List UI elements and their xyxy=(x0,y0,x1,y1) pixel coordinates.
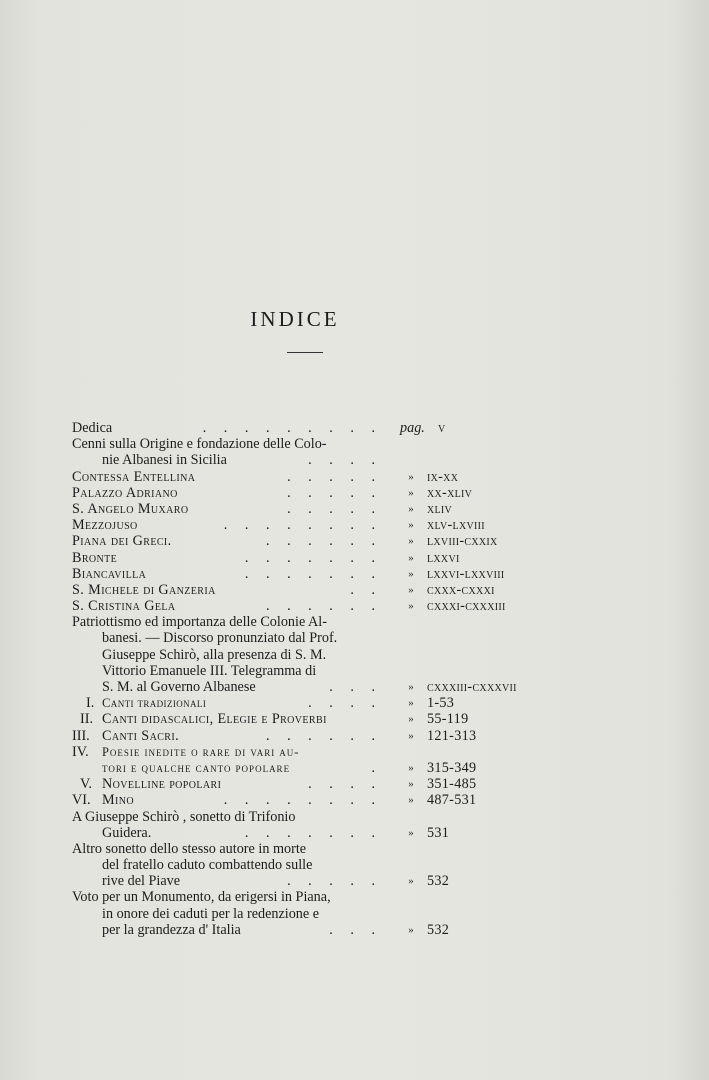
section-number: III. xyxy=(72,727,90,744)
toc-entry-colony xyxy=(72,582,632,598)
entry-label: Contessa Entellina xyxy=(72,468,196,485)
entry-label: Novelline popolari xyxy=(102,776,222,793)
toc-entry-section xyxy=(72,776,632,792)
entry-label: Mezzojuso xyxy=(72,517,138,534)
toc-entry-colony xyxy=(72,598,632,614)
toc-entry-patriottismo xyxy=(72,614,632,695)
entry-line: Voto per un Monumento, da erigersi in Piana, xyxy=(72,889,331,906)
toc-entry-dedica xyxy=(72,420,632,436)
ditto-mark: » xyxy=(408,567,414,580)
leader-dots: . xyxy=(371,759,382,776)
page-ref: lxxvi-lxxviii xyxy=(427,565,505,582)
ditto-mark: » xyxy=(408,486,414,499)
leader-dots: . . . . . . xyxy=(265,727,382,744)
page-ref: lxviii-cxxix xyxy=(427,533,498,550)
ditto-mark: » xyxy=(408,583,414,596)
entry-label: Dedica xyxy=(72,420,113,436)
toc-entry-colony xyxy=(72,469,632,485)
ditto-mark: » xyxy=(408,713,414,726)
entry-line: Guidera. xyxy=(102,824,152,841)
ditto-mark: » xyxy=(408,761,414,774)
page-ref: ix-xx xyxy=(427,468,459,485)
page-ref: 55-119 xyxy=(427,711,469,728)
page-ref: 1-53 xyxy=(427,695,455,712)
ditto-mark: » xyxy=(408,535,414,548)
entry-label: Palazzo Adriano xyxy=(72,484,178,501)
page-ref: 351-485 xyxy=(427,776,477,793)
leader-dots: . . . . . . xyxy=(265,533,382,550)
leader-dots: . . . . . . . . xyxy=(223,517,382,534)
entry-line: banesi. — Discorso pronunziato dal Prof. xyxy=(102,630,338,647)
page-ref: 532 xyxy=(427,921,450,938)
ditto-mark: » xyxy=(408,519,414,532)
toc-entry-cenni xyxy=(72,436,632,468)
page-title: INDICE xyxy=(250,307,340,331)
page-ref: xlv-lxviii xyxy=(427,517,485,534)
toc-entry-colony xyxy=(72,501,632,517)
ditto-mark: » xyxy=(408,470,414,483)
page-ref: 531 xyxy=(427,824,450,841)
entry-line: Giuseppe Schirò, alla presenza di S. M. xyxy=(102,646,327,663)
toc-entry-voto xyxy=(72,889,632,938)
ditto-mark: » xyxy=(408,826,414,839)
section-number: II. xyxy=(80,711,93,728)
ditto-mark: » xyxy=(408,502,414,515)
leader-dots: . . . . . xyxy=(287,484,382,501)
entry-line: A Giuseppe Schirò , sonetto di Trifonio xyxy=(72,808,296,825)
toc-entry-colony xyxy=(72,533,632,549)
entry-line: in onore dei caduti per la redenzione e xyxy=(102,905,320,922)
leader-dots: . . . xyxy=(329,921,382,938)
entry-line: Vittorio Emanuele III. Telegramma di xyxy=(102,662,317,679)
leader-dots: . . xyxy=(350,581,382,598)
entry-label: Piana dei Greci. xyxy=(72,533,172,550)
section-number: V. xyxy=(80,776,92,793)
entry-line: del fratello caduto combattendo sulle xyxy=(102,857,313,874)
title-rule xyxy=(287,352,323,353)
leader-dots: . . . . xyxy=(308,695,382,712)
entry-label: S. Cristina Gela xyxy=(72,598,176,615)
page-ref: xx-xliv xyxy=(427,484,473,501)
entry-label: Canti didascalici, Elegie e Proverbi xyxy=(102,711,327,728)
page-ref: 487-531 xyxy=(427,792,477,809)
ditto-mark: » xyxy=(408,551,414,564)
table-of-contents xyxy=(72,420,632,938)
entry-line: S. M. al Governo Albanese xyxy=(102,679,256,695)
leader-dots: . . . . . xyxy=(287,873,382,890)
leader-dots: . . . . . . . . . xyxy=(202,420,382,436)
page-ref: xliv xyxy=(427,500,453,517)
ditto-mark: » xyxy=(408,600,414,613)
entry-label: Mino xyxy=(102,792,134,809)
entry-label: S. Angelo Muxaro xyxy=(72,500,189,517)
ditto-mark: » xyxy=(408,681,414,693)
entry-line: per la grandezza d' Italia xyxy=(102,921,241,938)
toc-entry-sonetto xyxy=(72,809,632,841)
entry-line: Poesie inedite o rare di vari au- xyxy=(102,744,300,759)
entry-label: S. Michele di Ganzeria xyxy=(72,581,216,598)
ditto-mark: » xyxy=(408,778,414,791)
toc-entry-section xyxy=(72,728,632,744)
toc-entry-section xyxy=(72,711,632,727)
toc-entry-colony xyxy=(72,485,632,501)
leader-dots: . . . . xyxy=(308,452,382,469)
toc-entry-section xyxy=(72,792,632,808)
ditto-mark: » xyxy=(408,875,414,888)
leader-dots: . . . . . . . xyxy=(244,565,382,582)
leader-dots: . . . . . . . . xyxy=(223,792,382,809)
ditto-mark: » xyxy=(408,729,414,742)
section-number: IV. xyxy=(72,743,89,760)
ditto-mark: » xyxy=(408,923,414,936)
page-ref: 121-313 xyxy=(427,727,477,744)
page-ref: cxxxiii-cxxxvii xyxy=(427,679,517,695)
entry-line: tori e qualche canto popolare xyxy=(102,760,291,775)
leader-dots: . . . . . xyxy=(287,468,382,485)
page-ref: 532 xyxy=(427,873,450,890)
toc-entry-colony xyxy=(72,566,632,582)
pag-word: pag. xyxy=(400,420,425,436)
toc-entry-section xyxy=(72,695,632,711)
toc-entry-section xyxy=(72,744,632,776)
section-number: VI. xyxy=(72,792,91,809)
toc-entry-colony xyxy=(72,550,632,566)
leader-dots: . . . . . . xyxy=(265,598,382,615)
page-ref: cxxx-cxxxi xyxy=(427,581,495,598)
ditto-mark: » xyxy=(408,794,414,807)
entry-label: Canti tradizionali xyxy=(102,696,207,711)
page-ref: lxxvi xyxy=(427,549,460,566)
leader-dots: . . . . . . . xyxy=(244,549,382,566)
entry-line: Cenni sulla Origine e fondazione delle Colo- xyxy=(72,436,327,453)
leader-dots: . . . . xyxy=(308,776,382,793)
entry-line: Altro sonetto dello stesso autore in morte xyxy=(72,840,307,857)
ditto-mark: » xyxy=(408,697,414,710)
page-ref: v xyxy=(438,420,446,436)
leader-dots: . . . xyxy=(329,679,382,695)
section-number: I. xyxy=(86,695,95,712)
entry-label: Bronte xyxy=(72,549,118,566)
entry-line: nie Albanesi in Sicilia xyxy=(102,452,227,469)
toc-entry-colony xyxy=(72,517,632,533)
page-ref: cxxxi-cxxxiii xyxy=(427,598,506,615)
entry-line: Patriottismo ed importanza delle Colonie Al- xyxy=(72,614,327,631)
toc-entry-sonetto xyxy=(72,841,632,890)
leader-dots: . . . . . . . xyxy=(244,824,382,841)
entry-label: Biancavilla xyxy=(72,565,147,582)
entry-line: rive del Piave xyxy=(102,873,181,890)
entry-label: Canti Sacri. xyxy=(102,727,180,744)
leader-dots: . . . . . xyxy=(287,500,382,517)
page-ref: 315-349 xyxy=(427,759,477,776)
